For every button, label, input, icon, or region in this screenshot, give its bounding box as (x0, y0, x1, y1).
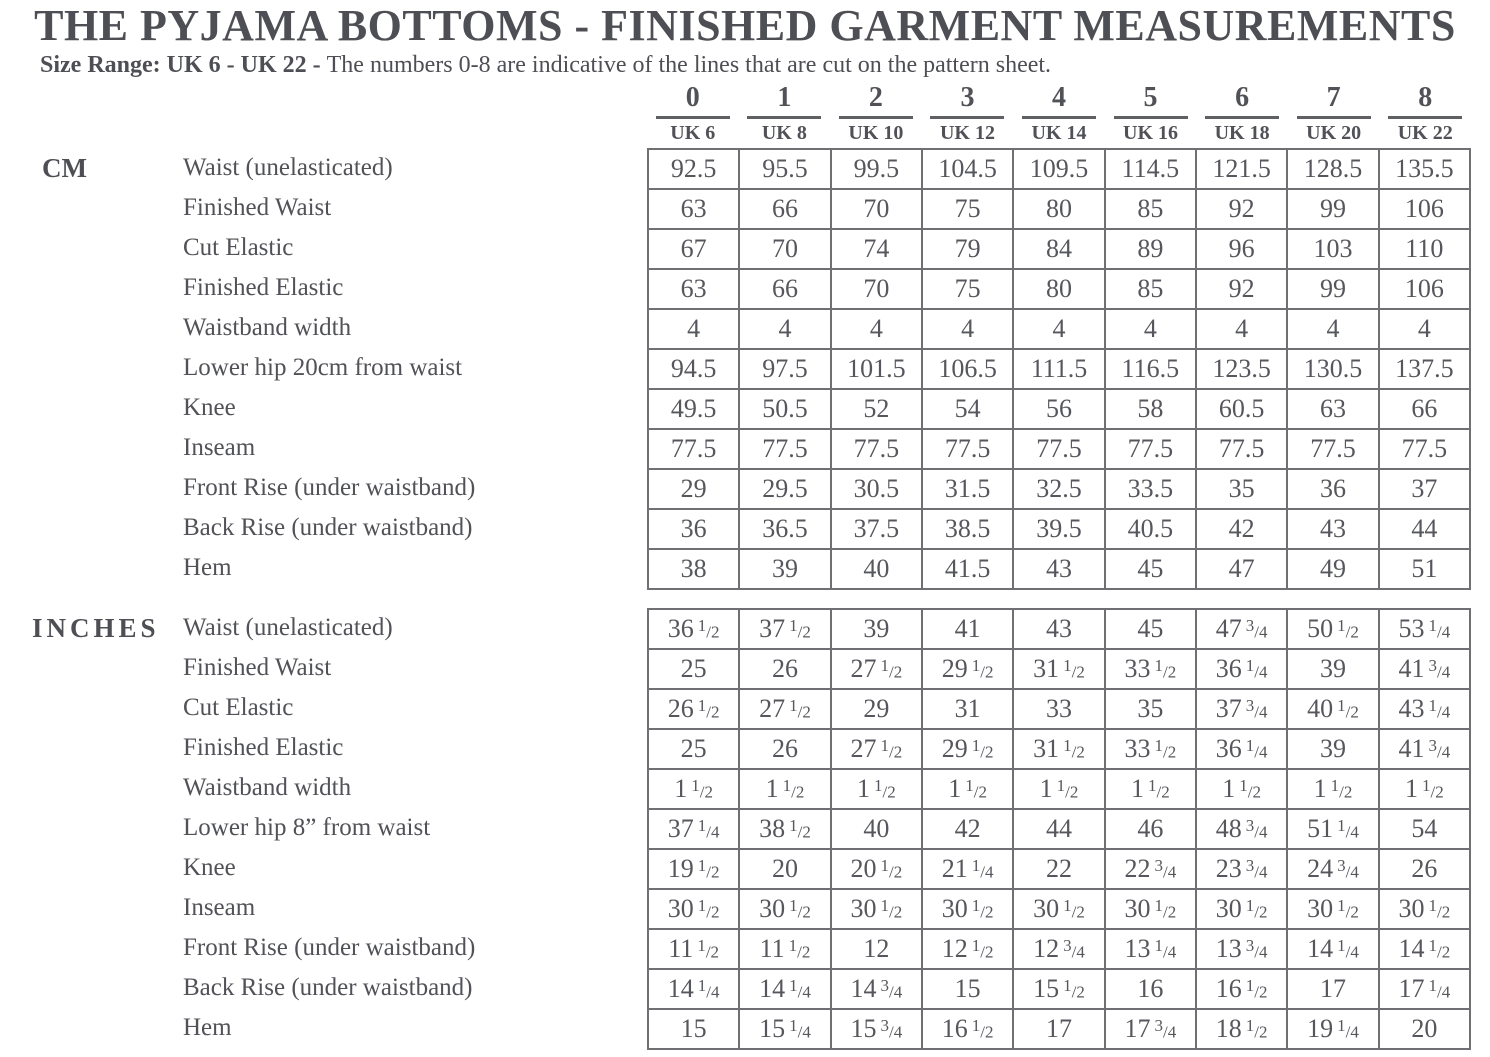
measurement-value-cell: 85 (1106, 190, 1197, 230)
measurement-value-cell: 123.5 (1197, 350, 1288, 390)
size-range-note (40, 52, 1051, 79)
measurement-value-cell: 22 (1014, 850, 1105, 890)
measurement-value-cell: 37 1/2 (740, 610, 831, 650)
measurement-value-cell: 1 1/2 (649, 770, 740, 810)
measurement-value-cell: 63 (1288, 390, 1379, 430)
measurement-value-cell: 14 3/4 (832, 970, 923, 1010)
measurement-value-cell: 38 1/2 (740, 810, 831, 850)
measurement-value-cell: 77.5 (1380, 430, 1471, 470)
measurement-value-cell: 96 (1197, 230, 1288, 270)
measurement-value-cell: 99.5 (832, 150, 923, 190)
measurement-value-cell: 45 (1106, 550, 1197, 590)
measurement-row-label: Inseam (183, 894, 256, 921)
measurement-value-cell: 31 (923, 690, 1014, 730)
measurement-value-cell: 79 (923, 230, 1014, 270)
measurement-value-cell: 22 3/4 (1106, 850, 1197, 890)
inches-section-label: INCHES (32, 613, 160, 643)
measurement-value-cell: 104.5 (923, 150, 1014, 190)
measurement-value-cell: 4 (1288, 310, 1379, 350)
header-underline (1114, 116, 1188, 119)
uk-size-label: UK 8 (761, 122, 807, 144)
measurement-value-cell: 26 (1380, 850, 1471, 890)
measurement-value-cell: 52 (832, 390, 923, 430)
measurement-value-cell: 30 1/2 (1014, 890, 1105, 930)
uk-size-label: UK 22 (1397, 122, 1453, 144)
measurement-row-label: Front Rise (under waistband) (183, 474, 476, 501)
cut-line-number: 8 (1418, 82, 1433, 113)
header-underline (930, 116, 1004, 119)
measurement-value-cell: 75 (923, 270, 1014, 310)
measurement-value-cell: 17 3/4 (1106, 1010, 1197, 1050)
inches-measurements-table (647, 608, 1471, 1050)
measurement-value-cell: 15 (923, 970, 1014, 1010)
measurement-value-cell: 56 (1014, 390, 1105, 430)
measurement-value-cell: 12 1/2 (923, 930, 1014, 970)
measurement-value-cell: 32.5 (1014, 470, 1105, 510)
measurement-value-cell: 39 (1288, 730, 1379, 770)
size-column-header (830, 84, 922, 143)
measurement-value-cell: 12 3/4 (1014, 930, 1105, 970)
measurement-value-cell: 54 (923, 390, 1014, 430)
measurement-value-cell: 16 1/2 (1197, 970, 1288, 1010)
measurement-value-cell: 15 1/2 (1014, 970, 1105, 1010)
uk-size-label: UK 18 (1214, 122, 1270, 144)
measurement-value-cell: 33 1/2 (1106, 650, 1197, 690)
measurement-value-cell: 15 1/4 (740, 1010, 831, 1050)
measurement-value-cell: 109.5 (1014, 150, 1105, 190)
measurement-row-label: Cut Elastic (183, 234, 294, 261)
measurement-value-cell: 39 (1288, 650, 1379, 690)
measurement-value-cell: 11 1/2 (740, 930, 831, 970)
measurement-value-cell: 70 (832, 190, 923, 230)
measurement-value-cell: 17 (1288, 970, 1379, 1010)
measurement-value-cell: 26 (740, 730, 831, 770)
measurement-value-cell: 49.5 (649, 390, 740, 430)
cm-row-labels (183, 148, 643, 588)
measurement-value-cell: 13 1/4 (1106, 930, 1197, 970)
uk-size-label: UK 14 (1031, 122, 1087, 144)
measurement-value-cell: 40 (832, 810, 923, 850)
measurement-value-cell: 17 1/4 (1380, 970, 1471, 1010)
measurement-value-cell: 1 1/2 (832, 770, 923, 810)
measurement-value-cell: 14 1/4 (740, 970, 831, 1010)
measurement-value-cell: 130.5 (1288, 350, 1379, 390)
measurement-value-cell: 114.5 (1106, 150, 1197, 190)
measurement-value-cell: 35 (1106, 690, 1197, 730)
measurement-value-cell: 39 (832, 610, 923, 650)
measurement-value-cell: 135.5 (1380, 150, 1471, 190)
measurement-value-cell: 48 3/4 (1197, 810, 1288, 850)
measurement-value-cell: 30 1/2 (923, 890, 1014, 930)
cut-line-number: 1 (777, 82, 792, 113)
measurement-value-cell: 50 1/2 (1288, 610, 1379, 650)
measurement-value-cell: 26 1/2 (649, 690, 740, 730)
measurement-value-cell: 41 3/4 (1380, 730, 1471, 770)
measurement-row-label: Hem (183, 1014, 232, 1041)
measurement-value-cell: 74 (832, 230, 923, 270)
measurement-value-cell: 42 (923, 810, 1014, 850)
measurement-value-cell: 51 (1380, 550, 1471, 590)
measurement-value-cell: 60.5 (1197, 390, 1288, 430)
measurement-value-cell: 106 (1380, 190, 1471, 230)
measurement-value-cell: 44 (1380, 510, 1471, 550)
measurement-row-label: Hem (183, 554, 232, 581)
measurement-row-label: Waistband width (183, 314, 352, 341)
measurement-row-label: Lower hip 8” from waist (183, 814, 431, 841)
measurement-value-cell: 36 (649, 510, 740, 550)
measurement-value-cell: 63 (649, 190, 740, 230)
measurement-value-cell: 92 (1197, 190, 1288, 230)
measurement-value-cell: 43 (1014, 550, 1105, 590)
measurement-value-cell: 70 (740, 230, 831, 270)
measurement-value-cell: 33 1/2 (1106, 730, 1197, 770)
measurement-value-cell: 1 1/2 (740, 770, 831, 810)
measurement-value-cell: 14 1/4 (1288, 930, 1379, 970)
measurement-value-cell: 77.5 (832, 430, 923, 470)
measurement-value-cell: 1 1/2 (923, 770, 1014, 810)
measurement-value-cell: 99 (1288, 270, 1379, 310)
uk-size-label: UK 10 (848, 122, 904, 144)
measurement-value-cell: 77.5 (740, 430, 831, 470)
measurement-value-cell: 30 1/2 (740, 890, 831, 930)
measurement-value-cell: 77.5 (1288, 430, 1379, 470)
size-range-description: The numbers 0-8 are indicative of the lines that are cut on the pattern sheet. (326, 52, 1052, 78)
measurement-value-cell: 111.5 (1014, 350, 1105, 390)
measurement-value-cell: 27 1/2 (740, 690, 831, 730)
measurement-value-cell: 40 1/2 (1288, 690, 1379, 730)
measurement-value-cell: 38.5 (923, 510, 1014, 550)
measurement-value-cell: 30.5 (832, 470, 923, 510)
measurement-value-cell: 97.5 (740, 350, 831, 390)
measurement-value-cell: 51 1/4 (1288, 810, 1379, 850)
cut-line-number: 6 (1235, 82, 1250, 113)
measurement-value-cell: 1 1/2 (1014, 770, 1105, 810)
measurement-value-cell: 77.5 (649, 430, 740, 470)
measurement-value-cell: 94.5 (649, 350, 740, 390)
size-column-header (922, 84, 1014, 143)
measurement-value-cell: 1 1/2 (1288, 770, 1379, 810)
measurement-value-cell: 14 1/2 (1380, 930, 1471, 970)
measurement-value-cell: 58 (1106, 390, 1197, 430)
measurement-value-cell: 121.5 (1197, 150, 1288, 190)
measurement-value-cell: 4 (1380, 310, 1471, 350)
measurement-value-cell: 31 1/2 (1014, 730, 1105, 770)
measurement-row-label: Finished Elastic (183, 734, 344, 761)
measurement-value-cell: 4 (832, 310, 923, 350)
measurement-value-cell: 18 1/2 (1197, 1010, 1288, 1050)
measurement-value-cell: 99 (1288, 190, 1379, 230)
measurement-value-cell: 92.5 (649, 150, 740, 190)
measurement-value-cell: 36 1/4 (1197, 730, 1288, 770)
measurement-value-cell: 75 (923, 190, 1014, 230)
measurement-value-cell: 4 (1014, 310, 1105, 350)
measurement-value-cell: 26 (740, 650, 831, 690)
measurement-value-cell: 85 (1106, 270, 1197, 310)
measurement-value-cell: 77.5 (1014, 430, 1105, 470)
measurement-value-cell: 25 (649, 650, 740, 690)
measurement-value-cell: 15 3/4 (832, 1010, 923, 1050)
measurement-value-cell: 46 (1106, 810, 1197, 850)
header-underline (1022, 116, 1096, 119)
measurement-value-cell: 66 (1380, 390, 1471, 430)
measurement-value-cell: 4 (923, 310, 1014, 350)
measurement-value-cell: 89 (1106, 230, 1197, 270)
measurement-value-cell: 35 (1197, 470, 1288, 510)
measurement-value-cell: 30 1/2 (649, 890, 740, 930)
measurement-value-cell: 27 1/2 (832, 730, 923, 770)
measurement-value-cell: 33 (1014, 690, 1105, 730)
cut-line-number: 5 (1143, 82, 1158, 113)
measurement-value-cell: 92 (1197, 270, 1288, 310)
measurement-value-cell: 4 (1197, 310, 1288, 350)
measurement-value-cell: 20 (740, 850, 831, 890)
measurement-value-cell: 40.5 (1106, 510, 1197, 550)
measurement-value-cell: 106 (1380, 270, 1471, 310)
measurement-value-cell: 50.5 (740, 390, 831, 430)
measurement-value-cell: 67 (649, 230, 740, 270)
measurement-value-cell: 37 3/4 (1197, 690, 1288, 730)
measurement-row-label: Finished Waist (183, 654, 332, 681)
measurement-value-cell: 77.5 (1106, 430, 1197, 470)
uk-size-label: UK 12 (939, 122, 995, 144)
measurement-value-cell: 15 (649, 1010, 740, 1050)
measurement-value-cell: 53 1/4 (1380, 610, 1471, 650)
cut-line-number: 7 (1326, 82, 1341, 113)
size-range-label: Size Range: UK 6 - UK 22 - (40, 52, 327, 78)
cut-line-number: 4 (1051, 82, 1066, 113)
measurement-value-cell: 14 1/4 (649, 970, 740, 1010)
measurement-value-cell: 36 1/4 (1197, 650, 1288, 690)
measurement-value-cell: 43 (1288, 510, 1379, 550)
measurement-value-cell: 27 1/2 (832, 650, 923, 690)
measurement-row-label: Front Rise (under waistband) (183, 934, 476, 961)
measurement-value-cell: 21 1/4 (923, 850, 1014, 890)
measurement-row-label: Knee (183, 394, 236, 421)
measurement-value-cell: 30 1/2 (1197, 890, 1288, 930)
header-underline (1297, 116, 1371, 119)
measurement-value-cell: 66 (740, 190, 831, 230)
cm-measurements-table (647, 148, 1471, 590)
measurement-value-cell: 16 (1106, 970, 1197, 1010)
measurement-value-cell: 37 (1380, 470, 1471, 510)
measurement-value-cell: 77.5 (923, 430, 1014, 470)
measurement-value-cell: 23 3/4 (1197, 850, 1288, 890)
size-column-header (1288, 84, 1380, 143)
measurement-value-cell: 30 1/2 (1288, 890, 1379, 930)
measurement-value-cell: 95.5 (740, 150, 831, 190)
measurement-value-cell: 30 1/2 (1106, 890, 1197, 930)
measurement-value-cell: 54 (1380, 810, 1471, 850)
uk-size-label: UK 20 (1306, 122, 1362, 144)
size-column-header (647, 84, 739, 143)
measurement-value-cell: 42 (1197, 510, 1288, 550)
measurement-value-cell: 63 (649, 270, 740, 310)
size-column-header (739, 84, 831, 143)
measurement-value-cell: 110 (1380, 230, 1471, 270)
measurement-value-cell: 36 (1288, 470, 1379, 510)
cm-section-label: CM (42, 153, 87, 183)
size-column-header (1379, 84, 1471, 143)
measurement-value-cell: 4 (740, 310, 831, 350)
measurement-value-cell: 39.5 (1014, 510, 1105, 550)
size-column-header (1105, 84, 1197, 143)
measurement-value-cell: 49 (1288, 550, 1379, 590)
measurement-row-label: Back Rise (under waistband) (183, 514, 473, 541)
cut-line-number: 2 (868, 82, 883, 113)
measurement-value-cell: 43 1/4 (1380, 690, 1471, 730)
measurement-value-cell: 80 (1014, 270, 1105, 310)
measurement-value-cell: 47 3/4 (1197, 610, 1288, 650)
measurement-value-cell: 44 (1014, 810, 1105, 850)
measurement-value-cell: 20 (1380, 1010, 1471, 1050)
measurement-value-cell: 47 (1197, 550, 1288, 590)
measurement-row-label: Back Rise (under waistband) (183, 974, 473, 1001)
measurement-value-cell: 116.5 (1106, 350, 1197, 390)
measurement-value-cell: 19 1/2 (649, 850, 740, 890)
header-underline (1388, 116, 1462, 119)
measurement-value-cell: 30 1/2 (1380, 890, 1471, 930)
header-underline (839, 116, 913, 119)
header-underline (656, 116, 730, 119)
measurement-value-cell: 29 1/2 (923, 650, 1014, 690)
measurement-row-label: Lower hip 20cm from waist (183, 354, 463, 381)
measurement-row-label: Finished Waist (183, 194, 332, 221)
measurement-value-cell: 45 (1106, 610, 1197, 650)
size-column-headers (647, 84, 1471, 143)
header-underline (1205, 116, 1279, 119)
measurement-value-cell: 33.5 (1106, 470, 1197, 510)
measurement-row-label: Inseam (183, 434, 256, 461)
measurement-value-cell: 41 3/4 (1380, 650, 1471, 690)
page-title: THE PYJAMA BOTTOMS - FINISHED GARMENT MEASUREMENTS (34, 1, 1456, 50)
measurement-value-cell: 37 1/4 (649, 810, 740, 850)
measurement-value-cell: 80 (1014, 190, 1105, 230)
measurement-value-cell: 17 (1014, 1010, 1105, 1050)
cut-line-number: 3 (960, 82, 975, 113)
measurement-value-cell: 70 (832, 270, 923, 310)
measurement-value-cell: 1 1/2 (1106, 770, 1197, 810)
measurement-value-cell: 16 1/2 (923, 1010, 1014, 1050)
measurement-value-cell: 101.5 (832, 350, 923, 390)
measurement-value-cell: 103 (1288, 230, 1379, 270)
measurement-value-cell: 77.5 (1197, 430, 1288, 470)
size-column-header (1196, 84, 1288, 143)
measurement-value-cell: 37.5 (832, 510, 923, 550)
measurement-value-cell: 38 (649, 550, 740, 590)
measurement-value-cell: 39 (740, 550, 831, 590)
measurement-value-cell: 30 1/2 (832, 890, 923, 930)
measurement-row-label: Waist (unelasticated) (183, 154, 393, 181)
measurement-value-cell: 1 1/2 (1380, 770, 1471, 810)
measurement-value-cell: 31.5 (923, 470, 1014, 510)
measurement-value-cell: 137.5 (1380, 350, 1471, 390)
measurement-value-cell: 25 (649, 730, 740, 770)
cut-line-number: 0 (685, 82, 700, 113)
measurement-value-cell: 128.5 (1288, 150, 1379, 190)
measurement-value-cell: 41.5 (923, 550, 1014, 590)
measurement-value-cell: 29 1/2 (923, 730, 1014, 770)
measurement-value-cell: 106.5 (923, 350, 1014, 390)
measurement-value-cell: 12 (832, 930, 923, 970)
measurement-value-cell: 19 1/4 (1288, 1010, 1379, 1050)
measurement-value-cell: 84 (1014, 230, 1105, 270)
size-column-header (1013, 84, 1105, 143)
inches-row-labels (183, 608, 643, 1048)
uk-size-label: UK 16 (1123, 122, 1179, 144)
measurement-value-cell: 4 (649, 310, 740, 350)
measurement-value-cell: 1 1/2 (1197, 770, 1288, 810)
measurement-row-label: Waist (unelasticated) (183, 614, 393, 641)
measurement-row-label: Finished Elastic (183, 274, 344, 301)
measurement-value-cell: 11 1/2 (649, 930, 740, 970)
uk-size-label: UK 6 (670, 122, 716, 144)
measurement-value-cell: 4 (1106, 310, 1197, 350)
measurement-value-cell: 31 1/2 (1014, 650, 1105, 690)
measurement-value-cell: 66 (740, 270, 831, 310)
measurement-value-cell: 29 (649, 470, 740, 510)
measurement-value-cell: 36 1/2 (649, 610, 740, 650)
measurement-value-cell: 40 (832, 550, 923, 590)
measurement-row-label: Knee (183, 854, 236, 881)
measurement-value-cell: 24 3/4 (1288, 850, 1379, 890)
measurement-value-cell: 29 (832, 690, 923, 730)
measurement-value-cell: 41 (923, 610, 1014, 650)
measurement-row-label: Waistband width (183, 774, 352, 801)
measurement-value-cell: 36.5 (740, 510, 831, 550)
measurement-value-cell: 20 1/2 (832, 850, 923, 890)
measurement-value-cell: 29.5 (740, 470, 831, 510)
measurement-row-label: Cut Elastic (183, 694, 294, 721)
header-underline (747, 116, 821, 119)
measurement-value-cell: 13 3/4 (1197, 930, 1288, 970)
measurement-value-cell: 43 (1014, 610, 1105, 650)
